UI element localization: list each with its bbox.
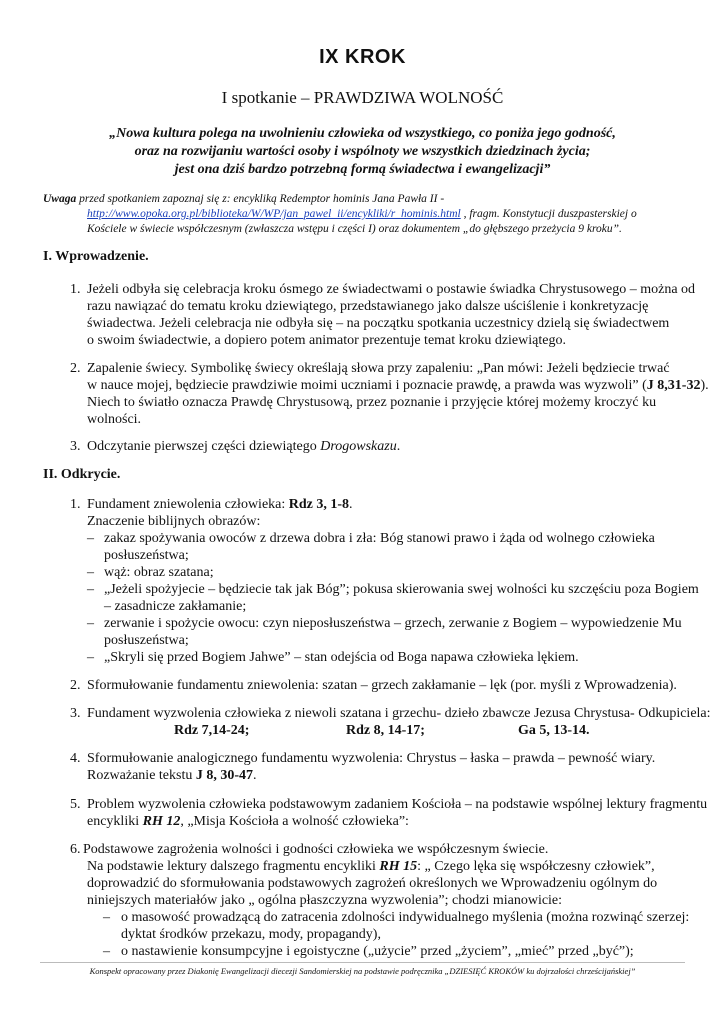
encyclical-reference: RH 12 bbox=[142, 814, 181, 829]
bullet-dash: – bbox=[103, 910, 110, 925]
list-item-text: Sformułowanie fundamentu zniewolenia: szatan – grzech zakłamanie – lęk (por. myśli z Wprowadzenia). bbox=[87, 678, 677, 693]
bullet-text: „Jeżeli spożyjecie – będziecie tak jak Bóg”; pokusa skierowania swej wolności ku szczęściu poza Bogiem bbox=[104, 582, 699, 597]
section-heading-discovery: II. Odkrycie. bbox=[43, 467, 121, 482]
note-line: Kościele w świecie współczesnym (zwłaszcza wstępu i części I) oraz dokumentem „do głębszego przeżycia 9 kroku”. bbox=[87, 223, 622, 235]
page-title: IX KROK bbox=[319, 46, 406, 68]
list-item-text bbox=[87, 767, 257, 784]
bible-reference: Ga 5, 13-14. bbox=[518, 723, 590, 738]
list-item-text bbox=[87, 858, 655, 875]
text-run: . bbox=[396, 439, 401, 454]
list-item-text: wolności. bbox=[87, 412, 142, 427]
list-number: 4. bbox=[70, 751, 81, 766]
text-run: w nauce mojej, będziecie prawdziwie moimi uczniami i poznacie prawdę, a prawda was wyzwoli” ( bbox=[87, 378, 647, 393]
bullet-dash: – bbox=[87, 650, 94, 665]
note-line bbox=[87, 207, 637, 222]
list-number: 1. bbox=[70, 282, 81, 297]
text-run: Fundament zniewolenia człowieka: bbox=[87, 497, 289, 512]
note-line bbox=[43, 192, 444, 207]
bullet-dash: – bbox=[87, 616, 94, 631]
quote-line: „Nowa kultura polega na uwolnieniu człowieka od wszystkiego, co poniża jego godność, bbox=[109, 126, 616, 141]
bullet-text: o masowość prowadzącą do zatracenia zdolności indywidualnego myślenia (można rozwinąć szerzej: bbox=[121, 910, 690, 925]
list-number: 2. bbox=[70, 361, 81, 376]
list-item-text: o swoim świadectwie, a dopiero potem animator prezentuje temat kroku dziewiątego. bbox=[87, 333, 566, 348]
list-item-text: Problem wyzwolenia człowieka podstawowym zadaniem Kościoła – na podstawie wspólnej lektury fragmentu bbox=[87, 797, 708, 812]
encyclical-link[interactable]: http://www.opoka.org.pl/biblioteka/W/WP/jan_pawel_ii/encykliki/r_hominis.html bbox=[87, 208, 461, 220]
list-item-text: świadectwa. Jeżeli celebracja nie odbyła się – na początku spotkania uczestnicy dzielą się świadectwem bbox=[87, 316, 670, 331]
bible-reference: J 8,31-32 bbox=[646, 378, 701, 393]
text-run: encykliki bbox=[87, 814, 143, 829]
list-number: 2. bbox=[70, 678, 81, 693]
bullet-text: – zasadnicze zakłamanie; bbox=[104, 599, 247, 614]
note-text: przed spotkaniem zapoznaj się z: encykliką Redemptor hominis Jana Pawła II - bbox=[76, 193, 445, 205]
list-number: 1. bbox=[70, 497, 81, 512]
list-item-text: razu nawiązać do tematu kroku dziewiątego, przedstawianego jako dalsze uściślenie i konkretyzację bbox=[87, 299, 649, 314]
text-run: Na podstawie lektury dalszego fragmentu encykliki bbox=[87, 859, 380, 874]
bullet-text: posłuszeństwa; bbox=[104, 633, 189, 648]
bullet-dash: – bbox=[103, 944, 110, 959]
page-footer: Konspekt opracowany przez Diakonię Ewangelizacji diecezji Sandomierskiej na podstawie podręcznika „DZIESIĘĆ KROKÓW ku dojrzałości chrześcijańskiej” bbox=[89, 966, 636, 976]
list-item-text: Niech to światło oznacza Prawdę Chrystusową, przez poznanie i przyjęcie której możemy kroczyć ku bbox=[87, 395, 657, 410]
list-number: 5. bbox=[70, 797, 81, 812]
text-run: . bbox=[253, 768, 257, 783]
list-item-text: Podstawowe zagrożenia wolności i godności człowieka we współczesnym świecie. bbox=[83, 842, 549, 857]
bullet-text: „Skryli się przed Bogiem Jahwe” – stan odejścia od Boga napawa człowieka lękiem. bbox=[104, 650, 579, 665]
bullet-text: posłuszeństwa; bbox=[104, 548, 189, 563]
list-number: 6. bbox=[70, 842, 81, 857]
list-item-text: Sformułowanie analogicznego fundamentu wyzwolenia: Chrystus – łaska – prawda – pewność wiary. bbox=[87, 751, 656, 766]
list-number: 3. bbox=[70, 439, 81, 454]
bullet-text: dyktat środków przekazu, mody, propagandy), bbox=[121, 927, 381, 942]
bullet-dash: – bbox=[87, 565, 94, 580]
list-item-text bbox=[87, 813, 409, 830]
bible-reference: J 8, 30-47 bbox=[195, 768, 254, 783]
list-subheading: Znaczenie biblijnych obrazów: bbox=[87, 514, 261, 529]
bullet-text: zakaz spożywania owoców z drzewa dobra i zła: Bóg stanowi prawo i żąda od wolnego człowieka bbox=[104, 531, 655, 546]
bullet-text: o nastawienie konsumpcyjne i egoistyczne („użycie” przed „życiem”, „mieć” przed „być”); bbox=[121, 944, 634, 959]
text-run: Rozważanie tekstu bbox=[87, 768, 196, 783]
text-run: Odczytanie pierwszej części dziewiątego bbox=[87, 439, 321, 454]
section-heading-introduction: I. Wprowadzenie. bbox=[43, 249, 149, 264]
bullet-text: zerwanie i spożycie owocu: czyn nieposłuszeństwa – grzech, zerwanie z Bogiem – wypowiedzenie Mu bbox=[104, 616, 682, 631]
opening-quote bbox=[0, 125, 725, 179]
note-text: , fragm. Konstytucji duszpasterskiej o bbox=[460, 208, 637, 220]
list-item-text bbox=[87, 377, 709, 394]
list-number: 3. bbox=[70, 706, 81, 721]
bible-reference: Rdz 8, 14-17; bbox=[346, 723, 425, 738]
list-item-text bbox=[87, 438, 400, 455]
footer-divider bbox=[40, 962, 685, 963]
bullet-dash: – bbox=[87, 582, 94, 597]
quote-line: jest ona dziś bardzo potrzebną formą świadectwa i ewangelizacji” bbox=[174, 162, 551, 177]
meeting-subtitle: I spotkanie – PRAWDZIWA WOLNOŚĆ bbox=[221, 88, 504, 107]
note-label: Uwaga bbox=[43, 193, 77, 205]
text-run: Drogowskazu bbox=[320, 439, 397, 454]
list-item-text: Zapalenie świecy. Symbolikę świecy określają słowa przy zapaleniu: „Pan mówi: Jeżeli będziecie trwać bbox=[87, 361, 670, 376]
list-item-text: niniejszych materiałów jako „ ogólna płaszczyzna wyzwolenia”; chodzi mianowicie: bbox=[87, 893, 563, 908]
text-run: . bbox=[349, 497, 353, 512]
bible-reference: Rdz 7,14-24; bbox=[174, 723, 250, 738]
list-item-text: Jeżeli odbyła się celebracja kroku ósmego ze świadectwami o postawie świadka Chrystusowego – można od bbox=[87, 282, 696, 297]
text-run: : „ Czego lęka się współczesny człowiek”, bbox=[417, 859, 655, 874]
text-run: , „Misja Kościoła a wolność człowieka”: bbox=[180, 814, 409, 829]
quote-line: oraz na rozwijaniu wartości osoby i wspólnoty we wszystkich dziedzinach życia; bbox=[134, 144, 591, 159]
encyclical-reference: RH 15 bbox=[379, 859, 418, 874]
text-run: ). bbox=[700, 378, 709, 393]
bullet-dash: – bbox=[87, 531, 94, 546]
list-item-text bbox=[87, 496, 353, 513]
list-item-text: Fundament wyzwolenia człowieka z niewoli szatana i grzechu- dzieło zbawcze Jezusa Chrystusa- Odkupiciela: bbox=[87, 706, 711, 721]
bullet-text: wąż: obraz szatana; bbox=[104, 565, 214, 580]
list-item-text: doprowadzić do sformułowania podstawowych zagrożeń określonych we Wprowadzeniu ogólnym do bbox=[87, 876, 658, 891]
bible-reference: Rdz 3, 1-8 bbox=[288, 497, 350, 512]
